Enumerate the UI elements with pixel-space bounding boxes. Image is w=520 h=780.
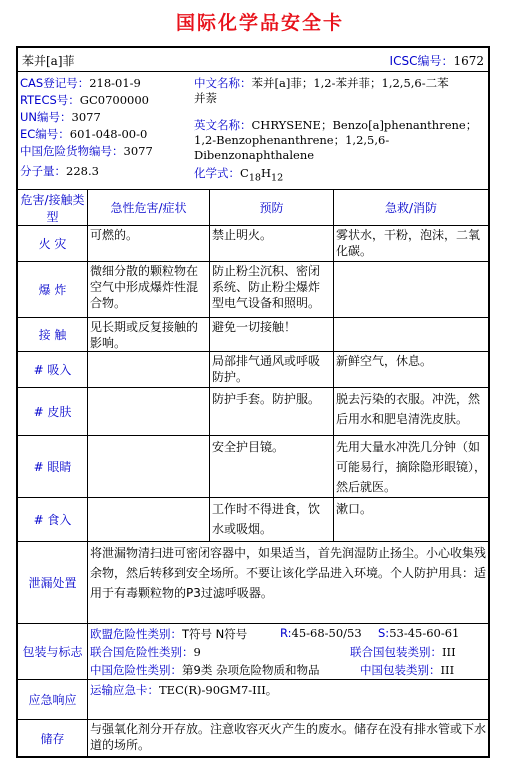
mw-value: 228.3 — [66, 164, 99, 178]
emergency-card-label: 运输应急卡： — [90, 683, 159, 697]
hazard-type: # 皮肤 — [18, 388, 88, 435]
hazard-prevention: 工作时不得进食，饮水或吸烟。 — [210, 498, 334, 541]
hazard-row-explosion — [18, 262, 488, 318]
rtecs-line — [20, 93, 149, 108]
ec-line — [20, 127, 147, 142]
r-value: 45-68-50/53 — [291, 626, 362, 640]
un-pack-label: 联合国包装类别： — [350, 645, 442, 659]
cn-pack-label: 中国包装类别： — [360, 663, 441, 677]
storage-row — [18, 720, 488, 756]
hazard-symptom — [88, 436, 210, 497]
hazard-symptom — [88, 388, 210, 435]
icsc-label: ICSC编号： — [389, 54, 454, 68]
hazard-row-inhalation — [18, 352, 488, 388]
hazard-prevention: 局部排气通风或呼吸防护。 — [210, 352, 334, 387]
hazard-prevention: 避免一切接触！ — [210, 318, 334, 351]
hazard-type: # 吸入 — [18, 352, 88, 387]
header-prevention: 预防 — [210, 190, 334, 225]
hazard-type: 接 触 — [18, 318, 88, 351]
hazard-type: 火 灾 — [18, 226, 88, 261]
en-name-value: CHRYSENE；Benzo[a]phenanthrene； — [251, 118, 478, 132]
hazard-prevention: 禁止明火。 — [210, 226, 334, 261]
hazard-row-ingestion — [18, 498, 488, 542]
hazard-symptom — [88, 352, 210, 387]
s-label: S: — [378, 626, 390, 640]
hazard-type: # 眼睛 — [18, 436, 88, 497]
en-name-line — [194, 118, 477, 133]
eu-class-value: T符号 N符号 — [182, 627, 248, 641]
hazard-firstaid: 脱去污染的衣服。冲洗，然后用水和肥皂清洗皮肤。 — [336, 392, 481, 426]
un-line — [20, 110, 101, 125]
mw-label: 分子量： — [20, 164, 66, 178]
header-firstaid: 急救/消防 — [384, 201, 438, 215]
un-class-value: 9 — [193, 645, 201, 659]
formula-c-sub: 18 — [248, 172, 262, 184]
hazard-symptom — [88, 498, 210, 541]
mw-line — [20, 164, 99, 179]
hazard-firstaid: 雾状水，干粉，泡沫，二氧化碳。 — [336, 228, 481, 258]
identifiers-block — [18, 72, 488, 190]
table-header-row — [18, 190, 488, 226]
substance-name: 苯并[a]菲 — [22, 54, 75, 68]
hazard-type: 爆 炸 — [18, 262, 88, 317]
packaging-label: 包装与标志 — [18, 624, 88, 679]
hazard-firstaid: 漱口。 — [336, 502, 373, 516]
cn-pack-value: III — [440, 663, 455, 677]
rtecs-label: RTECS号： — [20, 93, 80, 107]
cas-value: 218-01-9 — [89, 76, 141, 90]
spill-text: 将泄漏物清扫进可密闭容器中，如果适当，首先润湿防止扬尘。小心收集残余物，然后转移到安全场所。不要让该化学品进入环境。个人防护用具：适用于有毒颗粒物的P3过滤呼吸器。 — [90, 546, 487, 600]
cas-line — [20, 76, 141, 91]
cas-label: CAS登记号： — [20, 76, 90, 90]
cn-class-value: 第9类 杂项危险物质和物品 — [182, 663, 320, 677]
hazard-row-contact — [18, 318, 488, 352]
cn-name-label: 中文名称： — [194, 76, 252, 90]
un-class-line — [90, 644, 201, 660]
dg-value: 3077 — [123, 144, 153, 158]
card-title: 国际化学品安全卡 — [175, 12, 344, 34]
hazard-type: # 食入 — [18, 498, 88, 541]
header-type: 危害/接触类型 — [18, 190, 88, 225]
packaging-content — [88, 624, 488, 679]
cn-name-line — [194, 76, 449, 91]
hazard-prevention: 防护手套。防护服。 — [210, 388, 334, 435]
hazard-firstaid — [334, 262, 488, 317]
emergency-label: 应急响应 — [18, 680, 88, 719]
cn-class-label: 中国危险性类别： — [90, 663, 182, 677]
r-label: R: — [280, 626, 292, 640]
emergency-row — [18, 680, 488, 720]
dg-label: 中国危险货物编号： — [20, 144, 124, 158]
ec-value: 601-048-00-0 — [69, 127, 148, 141]
hazard-row-skin — [18, 388, 488, 436]
s-value: 53-45-60-61 — [389, 626, 460, 640]
un-label: UN编号： — [20, 110, 72, 124]
icsc-number — [390, 52, 484, 69]
header-symptom: 急性危害/症状 — [88, 190, 210, 225]
formula-c: C — [240, 166, 249, 180]
emergency-content — [88, 680, 488, 719]
formula-h: H — [261, 166, 272, 180]
hazard-symptom: 可燃的。 — [88, 226, 210, 261]
eu-class-line — [90, 626, 247, 642]
en-name-cont-2: Dibenzonaphthalene — [194, 148, 315, 162]
emergency-card-value: TEC(R)-90GM7-III。 — [159, 683, 278, 697]
storage-text: 与强氧化剂分开存放。注意收容灭火产生的废水。储存在没有排水管或下水道的场所。 — [90, 722, 487, 752]
icsc-value: 1672 — [453, 54, 484, 68]
packaging-row — [18, 624, 488, 680]
hazard-symptom: 见长期或反复接触的影响。 — [88, 318, 210, 351]
en-name-label: 英文名称： — [194, 118, 252, 132]
formula-line — [194, 166, 283, 185]
s-phrase — [378, 626, 459, 640]
un-value: 3077 — [71, 110, 101, 124]
hazard-symptom: 微细分散的颗粒物在空气中形成爆炸性混合物。 — [88, 262, 210, 317]
un-class-label: 联合国危险性类别： — [90, 645, 194, 659]
hazard-row-eyes — [18, 436, 488, 498]
un-pack-line — [350, 644, 456, 660]
formula-label: 化学式： — [194, 166, 240, 180]
hazard-firstaid — [334, 318, 488, 351]
spill-row — [18, 542, 488, 624]
eu-class-label: 欧盟危险性类别： — [90, 627, 182, 641]
r-phrase — [280, 626, 362, 640]
cn-name-value: 苯并[a]菲；1,2-苯并菲；1,2,5,6-二苯 — [251, 76, 449, 90]
storage-label: 储存 — [18, 720, 88, 756]
formula-value — [240, 166, 284, 184]
hazard-row-fire — [18, 226, 488, 262]
spill-label: 泄漏处置 — [18, 542, 88, 623]
cn-name-cont: 并萘 — [194, 91, 217, 105]
formula-h-sub: 12 — [271, 172, 284, 184]
emergency-card-line — [90, 682, 277, 698]
hazard-prevention: 安全护目镜。 — [210, 436, 334, 497]
dg-line — [20, 144, 153, 159]
cn-pack-line — [360, 662, 454, 678]
hazard-firstaid: 先用大量水冲洗几分钟（如可能易行，摘除隐形眼镜），然后就医。 — [336, 440, 487, 494]
rtecs-value: GC0700000 — [79, 93, 149, 107]
header-row — [18, 48, 488, 72]
cn-class-line — [90, 662, 319, 678]
safety-card — [16, 46, 490, 758]
hazard-prevention: 防止粉尘沉积、密闭系统、防止粉尘爆炸型电气设备和照明。 — [210, 262, 334, 317]
en-name-cont-1: 1,2-Benzophenanthrene；1,2,5,6- — [194, 133, 390, 147]
hazard-firstaid: 新鲜空气，休息。 — [336, 354, 433, 368]
ec-label: EC编号： — [20, 127, 70, 141]
un-pack-value: III — [442, 645, 456, 659]
